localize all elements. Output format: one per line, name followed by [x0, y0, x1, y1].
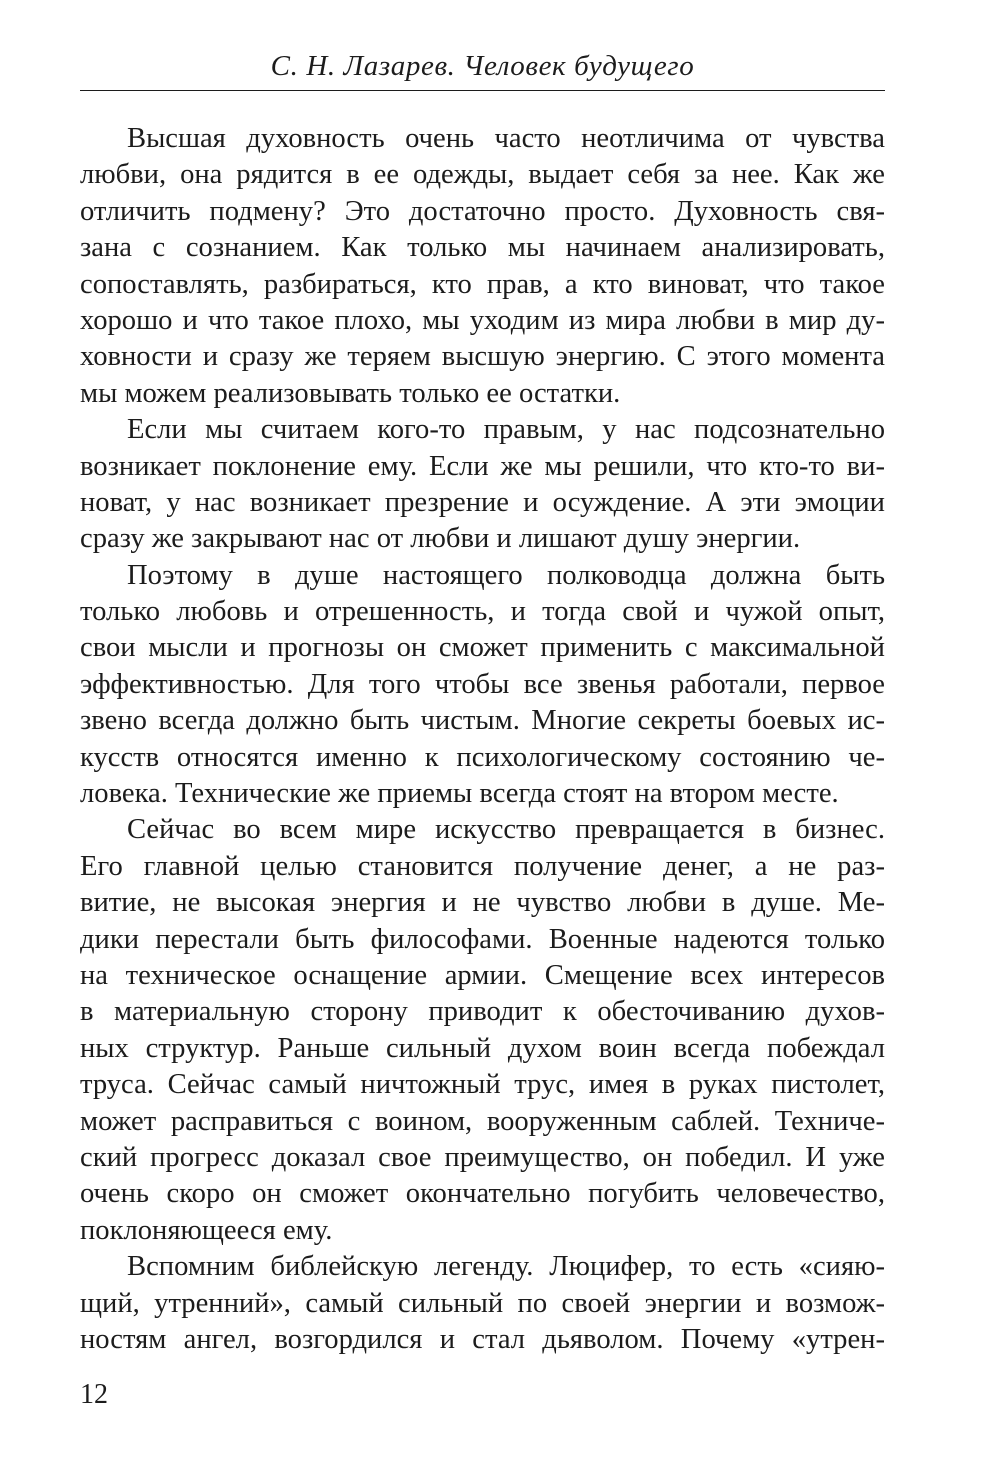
text-line: может расправиться с воином, вооруженным саблей. Техниче-: [80, 1105, 885, 1137]
text-line: возникает поклонение ему. Если же мы решили, что кто-то ви-: [80, 450, 885, 482]
text-line: ский прогресс доказал свое преимущество, он победил. И уже: [80, 1141, 885, 1173]
header-rule: [80, 90, 885, 91]
paragraph: [80, 1249, 885, 1358]
text-line: Высшая духовность очень часто неотличима от чувства: [127, 123, 885, 154]
text-line: в материальную сторону приводит к обесточиванию духов-: [80, 996, 885, 1028]
running-header: С. Н. Лазарев. Человек будущего: [270, 50, 695, 82]
text-line: на техническое оснащение армии. Смещение всех интересов: [80, 959, 885, 991]
text-line: щий, утренний», самый сильный по своей энергии и возмож-: [80, 1287, 885, 1319]
paragraph: [80, 558, 885, 813]
text-line: ловека. Технические же приемы всегда стоят на втором месте.: [80, 778, 839, 810]
text-line: Если мы считаем кого-то правым, у нас подсознательно: [127, 414, 885, 446]
text-line: ховности и сразу же теряем высшую энергию. С этого момента: [80, 341, 885, 373]
text-line: любви, она рядится в ее одежды, выдает себя за нее. Как же: [80, 159, 885, 191]
text-line: ных структур. Раньше сильный духом воин всегда побеждал: [80, 1032, 885, 1064]
text-line: очень скоро он сможет окончательно погубить человечество,: [80, 1178, 885, 1210]
paragraph: [80, 121, 885, 412]
text-line: Его главной целью становится получение денег, а не раз-: [80, 850, 885, 882]
paragraph: [80, 812, 885, 1249]
text-line: кусств относятся именно к психологическому состоянию че-: [80, 741, 885, 773]
text-line: Поэтому в душе настоящего полководца должна быть: [127, 559, 885, 591]
text-line: витие, не высокая энергия и не чувство любви в душе. Ме-: [80, 887, 885, 919]
text-line: дики перестали быть философами. Военные надеются только: [80, 923, 885, 955]
text-line: сразу же закрывают нас от любви и лишают душу энергии.: [80, 523, 801, 555]
text-line: зана с сознанием. Как только мы начинаем анализировать,: [80, 232, 885, 264]
body-text: [80, 121, 885, 1358]
text-line: сопоставлять, разбираться, кто прав, а кто виноват, что такое: [80, 268, 885, 300]
text-line: Сейчас во всем мире искусство превращается в бизнес.: [127, 814, 885, 846]
text-line: мы можем реализовывать только ее остатки.: [80, 377, 621, 409]
text-line: поклоняющееся ему.: [80, 1214, 333, 1246]
page-number: 12: [80, 1379, 108, 1410]
text-line: хорошо и что такое плохо, мы уходим из мира любви в мир ду-: [80, 304, 885, 336]
paragraph: [80, 412, 885, 558]
text-line: новат, у нас возникает презрение и осуждение. А эти эмоции: [80, 486, 885, 518]
text-line: эффективностью. Для того чтобы все звенья работали, первое: [80, 668, 885, 700]
text-line: ностям ангел, возгордился и стал дьяволом. Почему «утрен-: [80, 1323, 885, 1355]
text-line: только любовь и отрешенность, и тогда свой и чужой опыт,: [80, 596, 885, 628]
text-line: свои мысли и прогнозы он сможет применить с максимальной: [80, 632, 885, 664]
text-line: Вспомним библейскую легенду. Люцифер, то есть «сияю-: [127, 1251, 885, 1283]
text-line: труса. Сейчас самый ничтожный трус, имея в руках пистолет,: [80, 1069, 885, 1101]
text-line: звено всегда должно быть чистым. Многие секреты боевых ис-: [80, 705, 885, 737]
text-line: отличить подмену? Это достаточно просто. Духовность свя-: [80, 195, 885, 227]
